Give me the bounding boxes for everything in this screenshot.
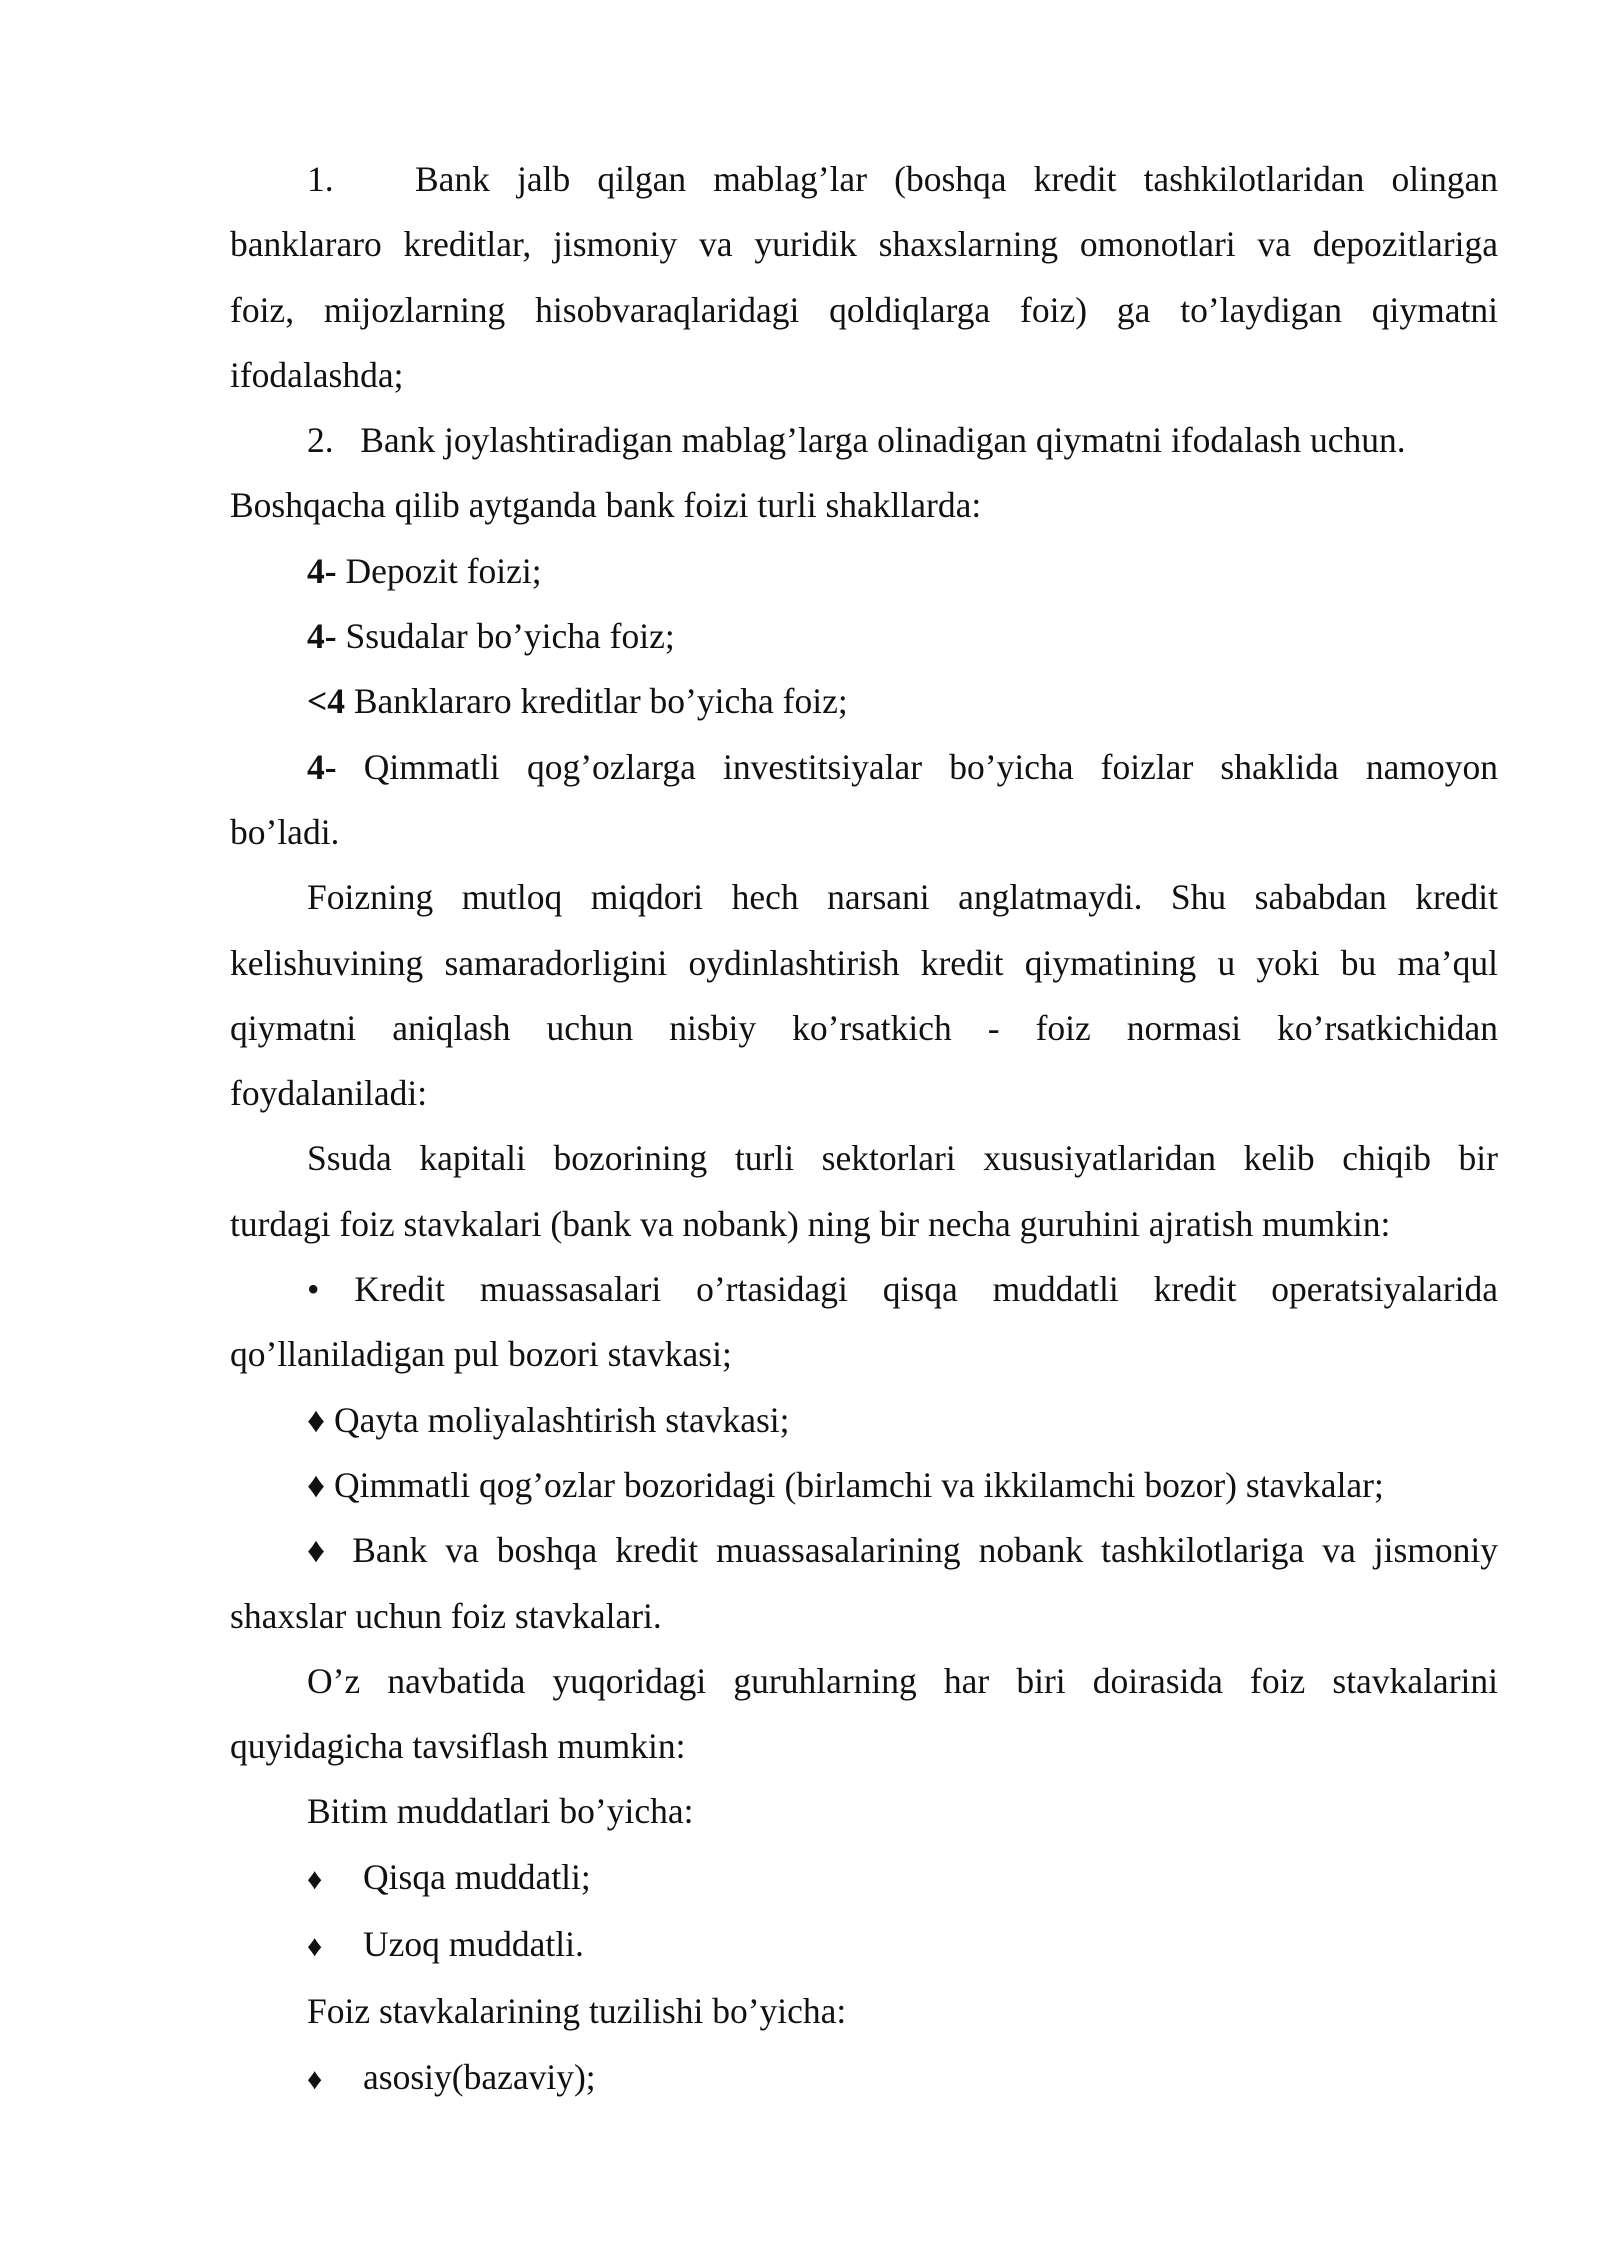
subheading-term: Bitim muddatlari bo’yicha: [307,1791,694,1832]
paragraph-3-line-1: Boshqacha qilib aytganda bank foizi turli shakllarda: [230,485,982,526]
paragraph-4-line-3: qiymatni aniqlash uchun nisbiy ko’rsatkich - foiz normasi ko’rsatkichidan [230,1007,1498,1048]
list-number: 2. [307,420,334,461]
paragraph-text: Bank joylashtiradigan mablag’larga olinadigan qiymatni ifodalash uchun. [360,420,1406,461]
list-item-text: Ssudalar bo’yicha foiz; [336,616,675,657]
bullet-item [230,1518,1498,1583]
paragraph-4-line-4: foydalaniladi: [230,1073,428,1114]
term-list-text: Uzoq muddatli. [363,1924,584,1965]
bullet-text: Bank va boshqa kredit muassasalarining nobank tashkilotlariga va jismoniy [334,1530,1498,1571]
diamond-bullet-icon: ♦ [307,1399,326,1440]
paragraph-2-line-1 [230,408,1498,473]
term-list-item [230,1912,1498,1979]
list-marker: 4- [307,550,337,591]
diamond-bullet-icon: ♦ [307,1464,326,1505]
list-item-text: Qimmatli qog’ozlarga investitsiyalar bo’yicha foizlar shaklida namoyon [336,746,1498,787]
list-number: 1. [307,159,334,199]
diamond-bullet-icon: ♦ [307,1530,335,1571]
list-item-text: Depozit foizi; [336,550,542,591]
paragraph-1-line-2: banklararo kreditlar, jismoniy va yuridik shaxslarning omonotlari va depozitlariga [230,224,1498,265]
paragraph-4-line-2: kelishuvining samaradorligini oydinlashtirish kredit qiymatining u yoki bu ma’qul [230,942,1498,983]
bullet-item-continuation: shaxslar uchun foiz stavkalari. [230,1595,662,1636]
paragraph-5-line-2: turdagi foiz stavkalari (bank va nobank) ning bir necha guruhini ajratish mumkin: [230,1203,1391,1244]
bullet-item-continuation: qo’llaniladigan pul bozori stavkasi; [230,1334,732,1375]
paragraph-text: Bank jalb qilgan mablag’lar (boshqa kredit tashkilotlaridan olingan [415,159,1499,199]
structure-list-text: asosiy(bazaviy); [363,2056,596,2097]
term-list-item [230,1845,1498,1912]
subheading-structure: Foiz stavkalarining tuzilishi bo’yicha: [307,1991,847,2032]
list1-item [230,735,1498,800]
paragraph-6-line-1: O’z navbatida yuqoridagi guruhlarning har biri doirasida foiz stavkalarini [307,1660,1498,1701]
paragraph-4-line-1: Foizning mutloq miqdori hech narsani anglatmaydi. Shu sababdan kredit [307,877,1498,918]
list1-item [230,669,1498,734]
list-marker: 4- [307,746,337,787]
diamond-bullet-icon: ♦ [307,1930,323,1964]
bullet-text: Kredit muassasalari o’rtasidagi qisqa muddatli kredit operatsiyalarida [319,1269,1498,1310]
paragraph-1-line-1 [230,147,1498,212]
list-marker: <4 [307,681,345,722]
list1-item [230,604,1498,669]
list-item-text: Banklararo kreditlar bo’yicha foiz; [344,681,848,722]
list1-item-continuation: bo’ladi. [230,811,340,852]
structure-list-item [230,2045,1498,2112]
paragraph-1-line-4: ifodalashda; [230,354,404,395]
bullet-item [230,1388,1498,1453]
bullet-item [230,1453,1498,1518]
paragraph-1-line-3: foiz, mijozlarning hisobvaraqlaridagi qoldiqlarga foiz) ga to’laydigan qiymatni [230,289,1498,330]
diamond-bullet-icon: ♦ [307,1862,323,1896]
list1-item [230,539,1498,604]
list-marker: 4- [307,616,337,657]
bullet-item [230,1257,1498,1322]
paragraph-5-line-1: Ssuda kapitali bozorining turli sektorlari xususiyatlaridan kelib chiqib bir [307,1138,1498,1179]
paragraph-6-line-2: quyidagicha tavsiflash mumkin: [230,1726,686,1767]
bullet-dot-icon: • [307,1269,320,1310]
document-page [230,147,1498,2112]
term-list-text: Qisqa muddatli; [363,1856,591,1897]
bullet-text: Qimmatli qog’ozlar bozoridagi (birlamchi va ikkilamchi bozor) stavkalar; [325,1464,1384,1505]
bullet-text: Qayta moliyalashtirish stavkasi; [325,1399,790,1440]
diamond-bullet-icon: ♦ [307,2062,323,2096]
